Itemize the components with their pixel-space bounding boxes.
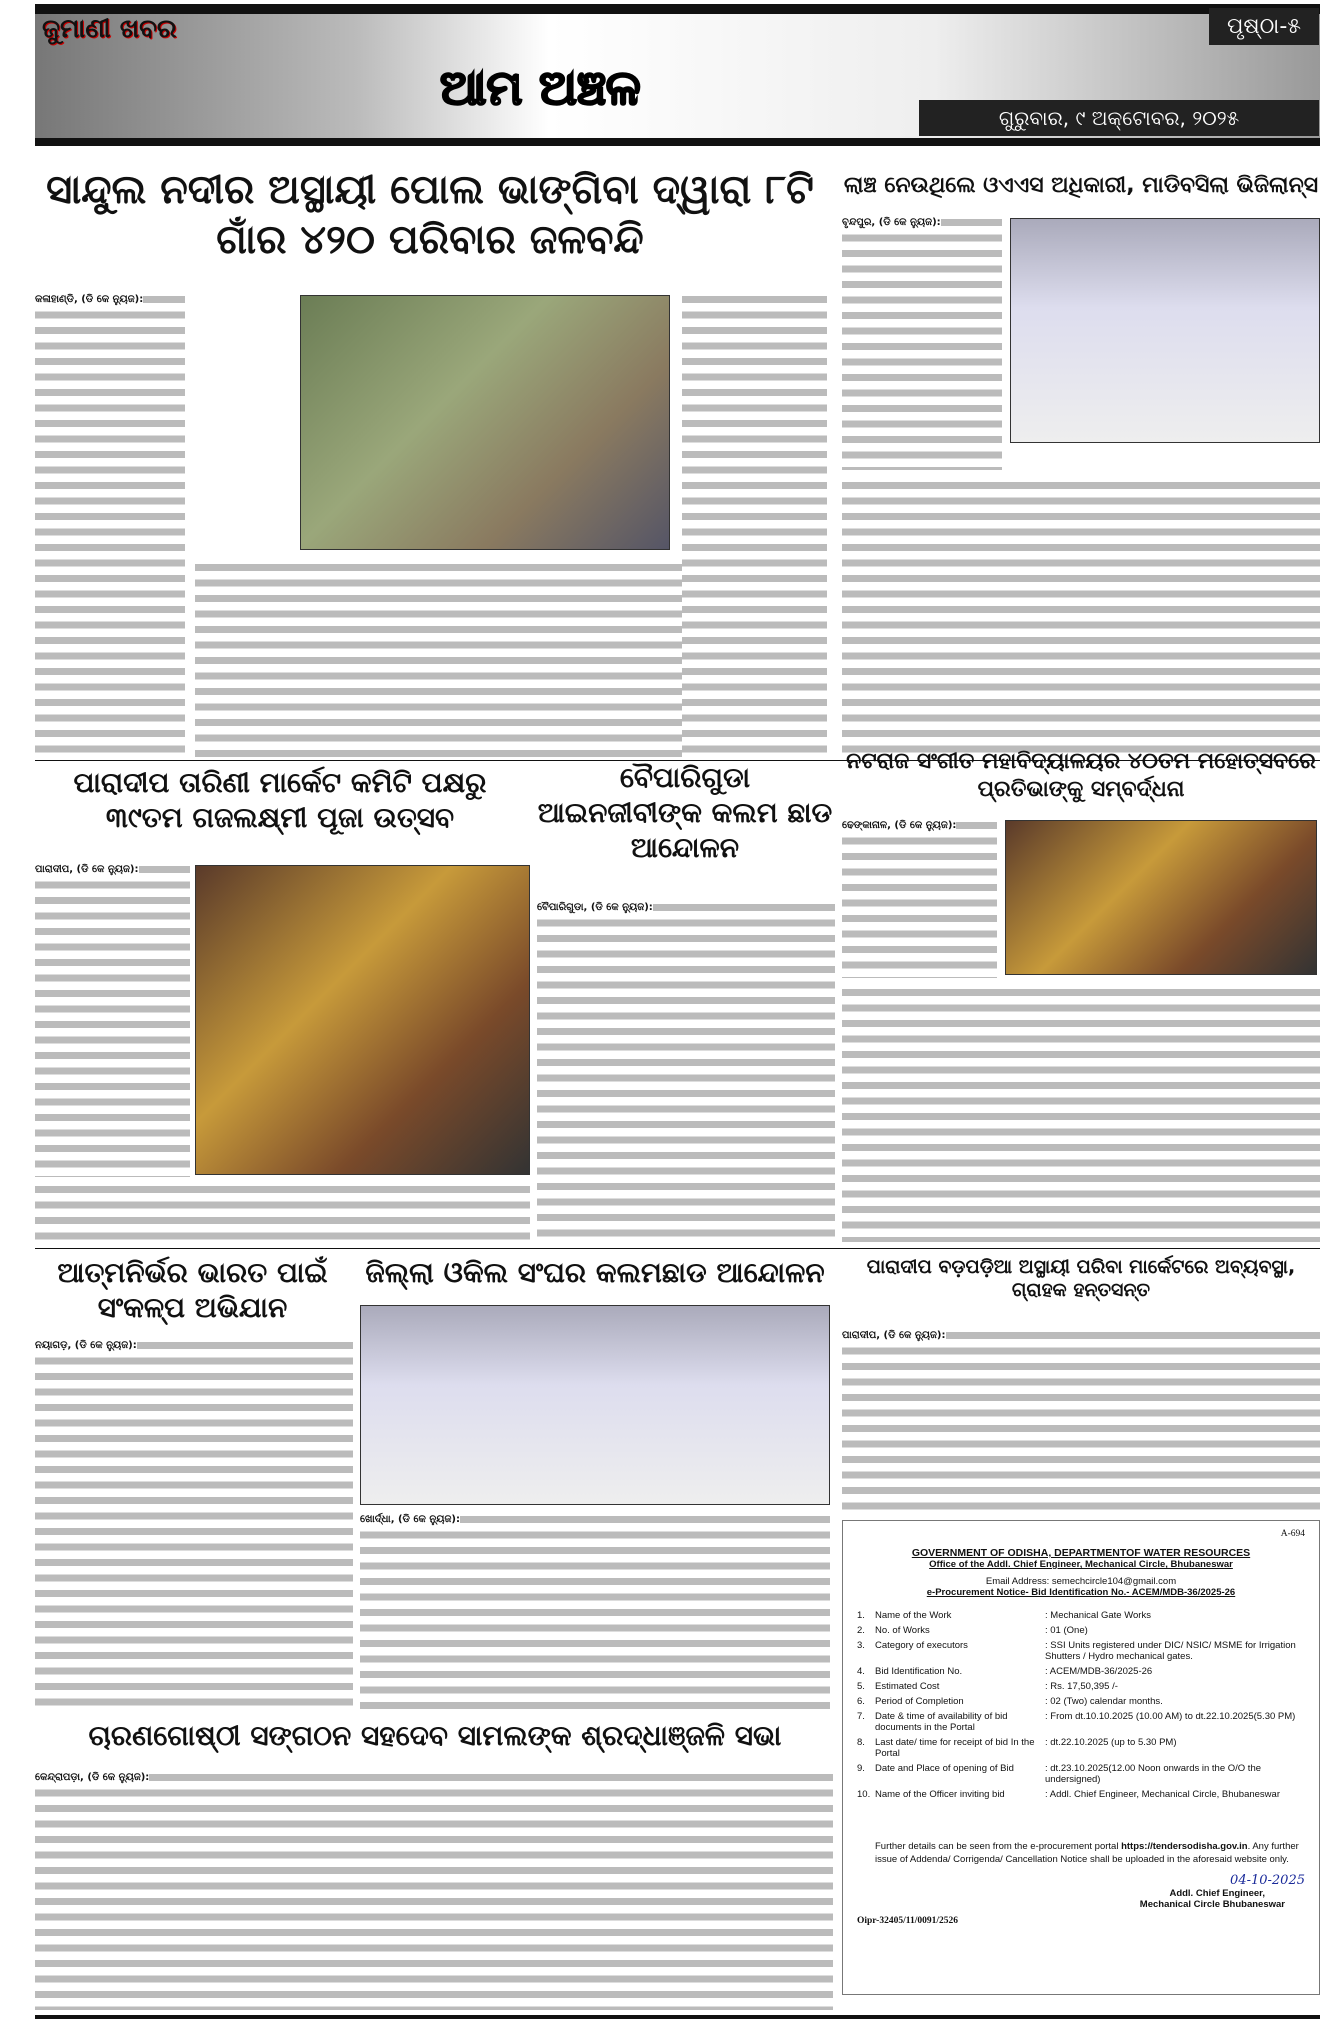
row-number: 2. [857, 1625, 865, 1636]
article-3-body [35, 862, 190, 1177]
row-number: 8. [857, 1737, 865, 1748]
row-value: : From dt.10.10.2025 (10.00 AM) to dt.22.10.2025(5.30 PM) [1045, 1711, 1296, 1722]
article-1-body [35, 292, 185, 757]
tender-title: GOVERNMENT OF ODISHA, DEPARTMENTOF WATER RESOURCES [911, 1547, 1251, 1559]
tender-row [857, 1664, 1305, 1679]
row-value: : SSI Units registered under DIC/ NSIC/ MSME for Irrigation Shutters / Hydro mechanical gates. [1045, 1640, 1296, 1662]
issue-date: ଗୁରୁବାର, ୯ ଅକ୍ଟୋବର, ୨୦୨୫ [919, 100, 1319, 136]
article-1-body-cont [682, 292, 827, 757]
officer-photo [1010, 218, 1320, 443]
article-5-body [842, 818, 997, 978]
headline-9: ଚାରଣଗୋଷ୍ଠୀ ସଙ୍ଗଠନ ସହଦେବ ସାମଲଙ୍କ ଶ୍ରଦ୍ଧାଞ୍ଜଳି ସଭା [88, 1719, 782, 1752]
row-label: Estimated Cost [875, 1681, 940, 1692]
row-value: : Rs. 17,50,395 /- [1045, 1681, 1118, 1692]
dateline: ବୈପାରିଗୁଡା, (ଡି କେ ନ୍ୟୁଜ): [537, 900, 653, 916]
article-1-body-cont [195, 560, 685, 757]
row-label: Category of executors [875, 1640, 968, 1651]
row-value: : Mechanical Gate Works [1045, 1610, 1151, 1621]
headline-2: ଲାଞ୍ଚ ନେଉଥିଲେ ଓଏଏସ ଅଧିକାରୀ, ମାଡିବସିଲା ଭିଜିଲାନ୍ସ [843, 173, 1319, 198]
row-value: : ACEM/MDB-36/2025-26 [1045, 1666, 1153, 1677]
article-7-body [360, 1512, 830, 1710]
row-number: 5. [857, 1681, 865, 1692]
row-number: 10. [857, 1789, 871, 1800]
dateline: ବୃନ୍ଦପୁର, (ଡି କେ ନ୍ୟୁଜ): [842, 215, 941, 231]
tender-row [857, 1638, 1305, 1664]
signatory-office: Mechanical Circle Bhubaneswar [1139, 1898, 1285, 1910]
tender-row [857, 1608, 1305, 1623]
river-bridge-photo [300, 295, 670, 550]
row-number: 4. [857, 1666, 865, 1677]
headline-7: ଜିଲ୍ଲା ଓକିଲ ସଂଘର କଲମଛାଡ ଆନ୍ଦୋଳନ [365, 1256, 825, 1289]
headline-5: ନଟରାଜ ସଂଗୀତ ମହାବିଦ୍ୟାଳୟର ୪୦ତମ ମହୋତ୍ସବରେ ପ୍ରତିଭାଙ୍କୁ ସମ୍ବର୍ଦ୍ଧନା [846, 749, 1316, 802]
tender-notice-no: e-Procurement Notice- Bid Identification No.- ACEM/MDB-36/2025-26 [926, 1587, 1236, 1598]
dateline: ନୟାଗଡ଼, (ଡି କେ ନ୍ୟୁଜ): [35, 1338, 137, 1354]
tender-row [857, 1787, 1305, 1802]
row-number: 9. [857, 1763, 865, 1774]
row-label: Name of the Work [875, 1610, 952, 1621]
tender-email: Email Address: semechcircle104@gmail.com [985, 1576, 1177, 1587]
row-value: : dt.23.10.2025(12.00 Noon onwards in the O/O the undersigned) [1045, 1763, 1262, 1785]
tender-row [857, 1761, 1305, 1787]
row-value: : 01 (One) [1045, 1625, 1088, 1636]
handwritten-signature: 04-10-2025 [1230, 1872, 1305, 1888]
row-number: 6. [857, 1696, 865, 1707]
headline-3: ପାରାଦୀପ ତାରିଣୀ ମାର୍କେଟ କମିଟି ପକ୍ଷରୁ ୩୯ତମ ଗଜଲକ୍ଷ୍ମୀ ପୂଜା ଉତ୍ସବ [73, 766, 487, 834]
tender-footer: Further details can be seen from the e-procurement portal https://tendersodisha.gov.in. Any further issue of Addenda/ Corrigenda/ Cancellation Notice shall be uploaded in the aforesaid website only. [875, 1841, 1299, 1866]
tender-office: Office of the Addl. Chief Engineer, Mechanical Circle, Bhubaneswar [929, 1559, 1233, 1570]
ad-ref: A-694 [1280, 1529, 1305, 1539]
tender-details-table [857, 1608, 1305, 1802]
row-number: 1. [857, 1610, 865, 1621]
dateline: ଢେଙ୍କାନାଳ, (ଡି କେ ନ୍ୟୁଜ): [842, 818, 956, 834]
section-title: ଆମ ଅଞ୍ଚଳ [440, 60, 641, 116]
dateline: ଖୋର୍ଦ୍ଧା, (ଡି କେ ନ୍ୟୁଜ): [360, 1512, 460, 1528]
article-2-body-cont [842, 478, 1320, 758]
row-number: 3. [857, 1640, 865, 1651]
row-value: : 02 (Two) calendar months. [1045, 1696, 1163, 1707]
headline-1: ସାନ୍ଦୁଲ ନଦୀର ଅସ୍ଥାୟୀ ପୋଲ ଭାଙ୍ଗିବା ଦ୍ୱାରା ୮ଟି ଗାଁର ୪୨୦ ପରିବାର ଜଳବନ୍ଦି [46, 167, 814, 263]
article-6-body [35, 1338, 353, 1710]
headline-8: ପାରାଦୀପ ବଡ଼ପଡ଼ିଆ ଅସ୍ଥାୟୀ ପରିବା ମାର୍କେଟରେ ଅବ୍ୟବସ୍ଥା, ଗ୍ରାହକ ହନ୍ତସନ୍ତ [866, 1256, 1296, 1301]
row-label: Date and Place of opening of Bid [875, 1763, 1014, 1774]
tenders-portal-link[interactable]: https://tendersodisha.gov.in [1121, 1841, 1248, 1852]
headline-6: ଆତ୍ମନିର୍ଭର ଭାରତ ପାଇଁ ସଂକଳ୍ପ ଅଭିଯାନ [57, 1256, 328, 1324]
tender-row [857, 1679, 1305, 1694]
article-3-body-cont [35, 1182, 530, 1242]
article-5-body-cont [842, 985, 1320, 1242]
tender-row [857, 1694, 1305, 1709]
row-number: 7. [857, 1711, 865, 1722]
row-value: : dt.22.10.2025 (up to 5.30 PM) [1045, 1737, 1177, 1748]
dateline: ପାରାଦୀପ, (ଡି କେ ନ୍ୟୁଜ): [35, 862, 139, 878]
tender-row [857, 1735, 1305, 1761]
dateline: କଳାହାଣ୍ଡି, (ଡି କେ ନ୍ୟୁଜ): [35, 292, 143, 308]
article-9-body [35, 1770, 833, 2010]
row-value: : Addl. Chief Engineer, Mechanical Circle, Bhubaneswar [1045, 1789, 1280, 1800]
dateline: କେନ୍ଦ୍ରାପଡ଼ା, (ଡି କେ ନ୍ୟୁଜ): [35, 1770, 149, 1786]
oipr-number: Oipr-32405/11/0091/2526 [857, 1915, 958, 1926]
row-label: Bid Identification No. [875, 1666, 963, 1677]
gajalaxmi-puja-photo [195, 865, 530, 1175]
row-label: No. of Works [875, 1625, 930, 1636]
row-label: Last date/ time for receipt of bid In the Portal [875, 1737, 1035, 1759]
article-8-body [842, 1328, 1320, 1513]
newspaper-logo: ଜୁମାଣୀ ଖବର [42, 14, 177, 44]
felicitation-photo [1005, 820, 1317, 975]
signatory-title: Addl. Chief Engineer, [1169, 1887, 1265, 1899]
article-2-body [842, 215, 1002, 470]
page-number: ପୃଷ୍ଠା-୫ [1209, 8, 1319, 45]
row-label: Period of Completion [875, 1696, 964, 1707]
tender-advertisement [842, 1520, 1320, 1995]
headline-4: ବୈପାରିଗୁଡା ଆଇନଜୀବୀଙ୍କ କଲମ ଛାଡ ଆନ୍ଦୋଳନ [537, 761, 833, 864]
dateline: ପାରାଦୀପ, (ଡି କେ ନ୍ୟୁଜ): [842, 1328, 946, 1344]
tender-row [857, 1623, 1305, 1638]
tender-row [857, 1709, 1305, 1735]
row-label: Name of the Officer inviting bid [875, 1789, 1005, 1800]
lawyers-group-photo [360, 1305, 830, 1505]
article-4-body [537, 900, 835, 1242]
row-label: Date & time of availability of bid documents in the Portal [875, 1711, 1008, 1733]
